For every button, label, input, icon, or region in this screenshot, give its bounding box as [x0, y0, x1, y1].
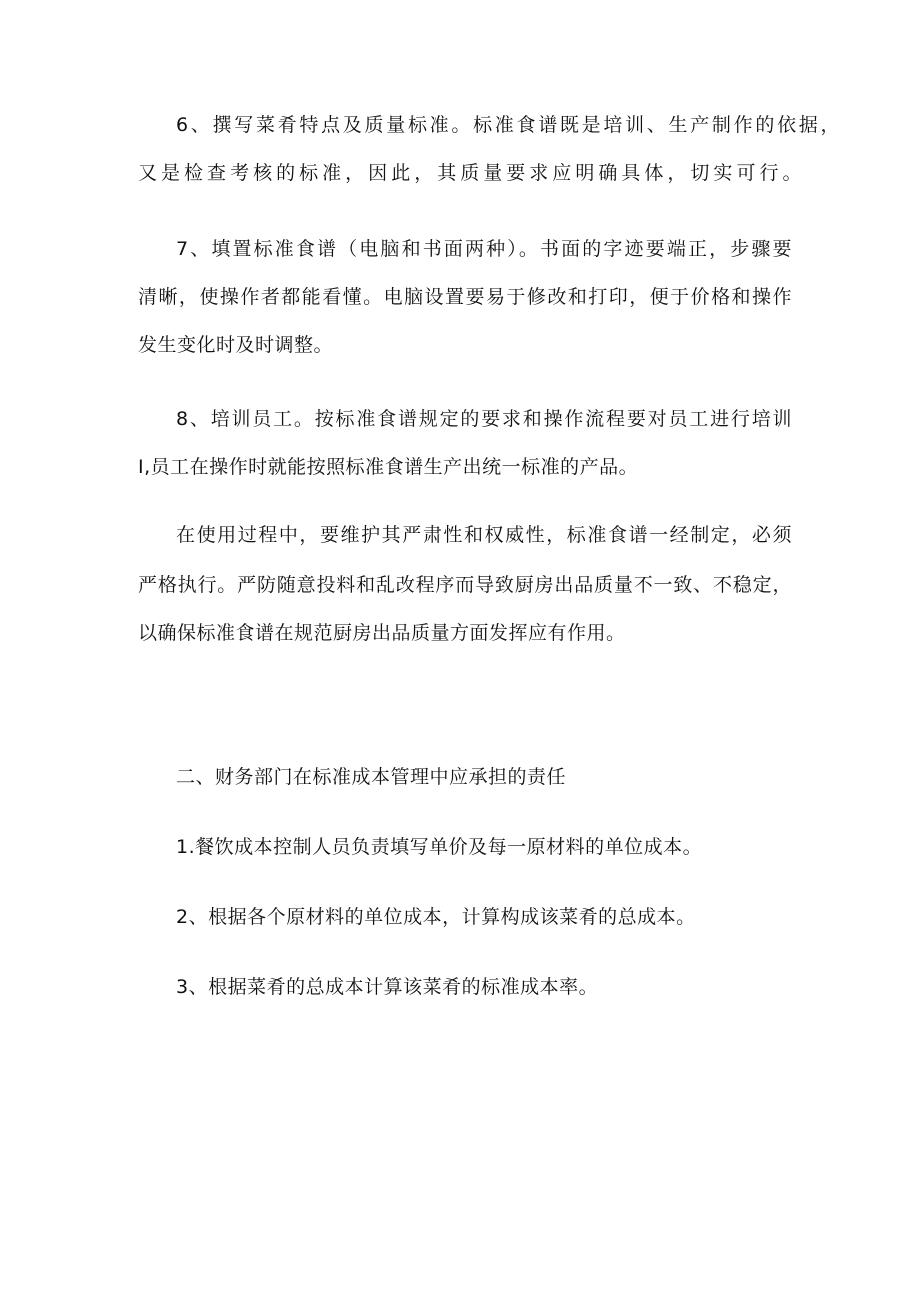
paragraph-line: 在使用过程中，要维护其严肃性和权威性，标准食谱一经制定，必须: [176, 524, 792, 546]
paragraph-line: 严格执行。严防随意投料和乱改程序而导致厨房出品质量不一致、不稳定，: [138, 574, 792, 596]
paragraph-line: 6、撰写菜肴特点及质量标准。标准食谱既是培训、生产制作的依据，: [176, 114, 840, 136]
paragraph-line: 又是检查考核的标准，因此，其质量要求应明确具体，切实可行。: [138, 162, 802, 184]
paragraph-line: I,员工在操作时就能按照标准食谱生产出统一标准的产品。: [138, 456, 639, 478]
paragraph-line: 8、培训员工。按标准食谱规定的要求和操作流程要对员工进行培训: [176, 408, 792, 430]
paragraph-line: 以确保标准食谱在规范厨房出品质量方面发挥应有作用。: [138, 622, 626, 644]
list-item: 3、根据菜肴的总成本计算该菜肴的标准成本率。: [176, 976, 599, 998]
section-heading: 二、财务部门在标准成本管理中应承担的责任: [176, 766, 567, 788]
paragraph-line: 清晰，使操作者都能看懂。电脑设置要易于修改和打印，便于价格和操作: [138, 286, 792, 308]
list-item: 1.餐饮成本控制人员负责填写单价及每一原材料的单位成本。: [176, 836, 703, 858]
paragraph-line: 7、填置标准食谱（电脑和书面两种）。书面的字迹要端正，步骤要: [176, 238, 792, 260]
paragraph-line: 发生变化时及时调整。: [138, 334, 334, 356]
list-item: 2、根据各个原材料的单位成本，计算构成该菜肴的总成本。: [176, 906, 696, 928]
